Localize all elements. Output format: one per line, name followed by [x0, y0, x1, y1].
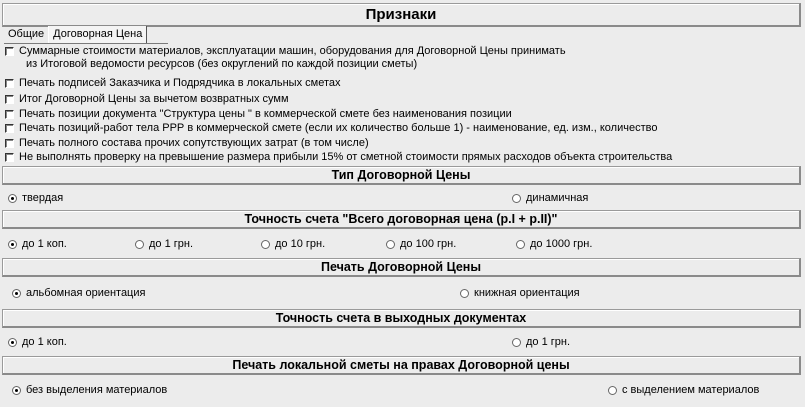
- checkbox-label: Итог Договорной Цены за вычетом возвратных сумм: [19, 93, 289, 105]
- checkbox-other-costs[interactable]: [5, 137, 795, 150]
- checkbox-box[interactable]: [5, 153, 14, 162]
- radio-label: динамичная: [526, 192, 589, 204]
- radio-label: твердая: [22, 192, 64, 204]
- radio-dot[interactable]: [516, 240, 525, 249]
- checkbox-label: Не выполнять проверку на превышение размера прибыли 15% от сметной стоимости прямых расходов объекта строительства: [19, 151, 673, 163]
- tab-contract-price[interactable]: Договорная Цена: [48, 26, 147, 44]
- radio-landscape[interactable]: [12, 287, 145, 300]
- radio-dot[interactable]: [8, 240, 17, 249]
- section-contract-type-title: Тип Договорной Цены: [2, 166, 801, 185]
- checkbox-box[interactable]: [5, 110, 14, 119]
- radio-dynamic[interactable]: [512, 192, 588, 205]
- radio-out-1kop[interactable]: [8, 336, 67, 349]
- tab-general[interactable]: Общие: [8, 28, 45, 40]
- checkbox-total-minus-returns[interactable]: [5, 93, 795, 106]
- radio-dot[interactable]: [8, 194, 17, 203]
- section-accuracy-total-title: Точность счета "Всего договорная цена (р.I + р.II)": [2, 210, 801, 229]
- tab-underline: [4, 43, 168, 44]
- radio-acc-1000grn[interactable]: [516, 238, 592, 251]
- radio-label: альбомная ориентация: [26, 287, 146, 299]
- radio-portrait[interactable]: [460, 287, 580, 300]
- checkbox-box[interactable]: [5, 139, 14, 148]
- checkbox-price-structure[interactable]: [5, 108, 795, 121]
- radio-dot[interactable]: [512, 194, 521, 203]
- checkbox-box[interactable]: [5, 79, 14, 88]
- radio-fixed[interactable]: [8, 192, 63, 205]
- radio-dot[interactable]: [8, 338, 17, 347]
- radio-dot[interactable]: [386, 240, 395, 249]
- radio-label: до 1 коп.: [22, 238, 67, 250]
- checkbox-box[interactable]: [5, 124, 14, 133]
- radio-label: с выделением материалов: [622, 384, 760, 396]
- checkbox-label: Печать полного состава прочих сопутствующих затрат (в том числе): [19, 137, 369, 149]
- radio-dot[interactable]: [12, 386, 21, 395]
- radio-dot[interactable]: [608, 386, 617, 395]
- radio-acc-10grn[interactable]: [261, 238, 325, 251]
- radio-no-materials[interactable]: [12, 384, 167, 397]
- radio-dot[interactable]: [512, 338, 521, 347]
- checkbox-summary-costs[interactable]: [5, 45, 795, 71]
- checkbox-label: Печать позиции документа "Структура цены " в коммерческой смете без наименования позиции: [19, 108, 512, 120]
- section-print-contract-title: Печать Договорной Цены: [2, 258, 801, 277]
- radio-label: до 100 грн.: [400, 238, 457, 250]
- checkbox-label: Суммарные стоимости материалов, эксплуатации машин, оборудования для Договорной Цены принимать: [19, 45, 566, 57]
- section-accuracy-output-title: Точность счета в выходных документах: [2, 309, 801, 328]
- checkbox-label: Печать позиций-работ тела РРР в коммерческой смете (если их количество больше 1) - наименование, ед. изм., количество: [19, 122, 658, 134]
- radio-label: до 1000 грн.: [530, 238, 593, 250]
- radio-dot[interactable]: [12, 289, 21, 298]
- radio-label: без выделения материалов: [26, 384, 168, 396]
- checkbox-ppp-positions[interactable]: [5, 122, 795, 135]
- radio-label: до 10 грн.: [275, 238, 326, 250]
- radio-dot[interactable]: [460, 289, 469, 298]
- radio-acc-100grn[interactable]: [386, 238, 456, 251]
- radio-with-materials[interactable]: [608, 384, 759, 397]
- radio-label: книжная ориентация: [474, 287, 580, 299]
- radio-out-1grn[interactable]: [512, 336, 570, 349]
- dialog-title: Признаки: [2, 3, 801, 27]
- checkbox-label-line2: из Итоговой ведомости ресурсов (без округлений по каждой позиции сметы): [26, 58, 418, 70]
- checkbox-box[interactable]: [5, 47, 14, 56]
- section-print-local-title: Печать локальной сметы на правах Договорной цены: [2, 356, 801, 375]
- radio-acc-1grn[interactable]: [135, 238, 193, 251]
- tab-bar: [4, 26, 147, 44]
- radio-dot[interactable]: [135, 240, 144, 249]
- radio-label: до 1 грн.: [526, 336, 571, 348]
- checkbox-profit-check[interactable]: [5, 151, 795, 164]
- checkbox-print-signatures[interactable]: [5, 77, 795, 90]
- radio-label: до 1 коп.: [22, 336, 67, 348]
- checkbox-box[interactable]: [5, 95, 14, 104]
- radio-label: до 1 грн.: [149, 238, 194, 250]
- radio-dot[interactable]: [261, 240, 270, 249]
- radio-acc-1kop[interactable]: [8, 238, 67, 251]
- checkbox-label: Печать подписей Заказчика и Подрядчика в локальных сметах: [19, 77, 341, 89]
